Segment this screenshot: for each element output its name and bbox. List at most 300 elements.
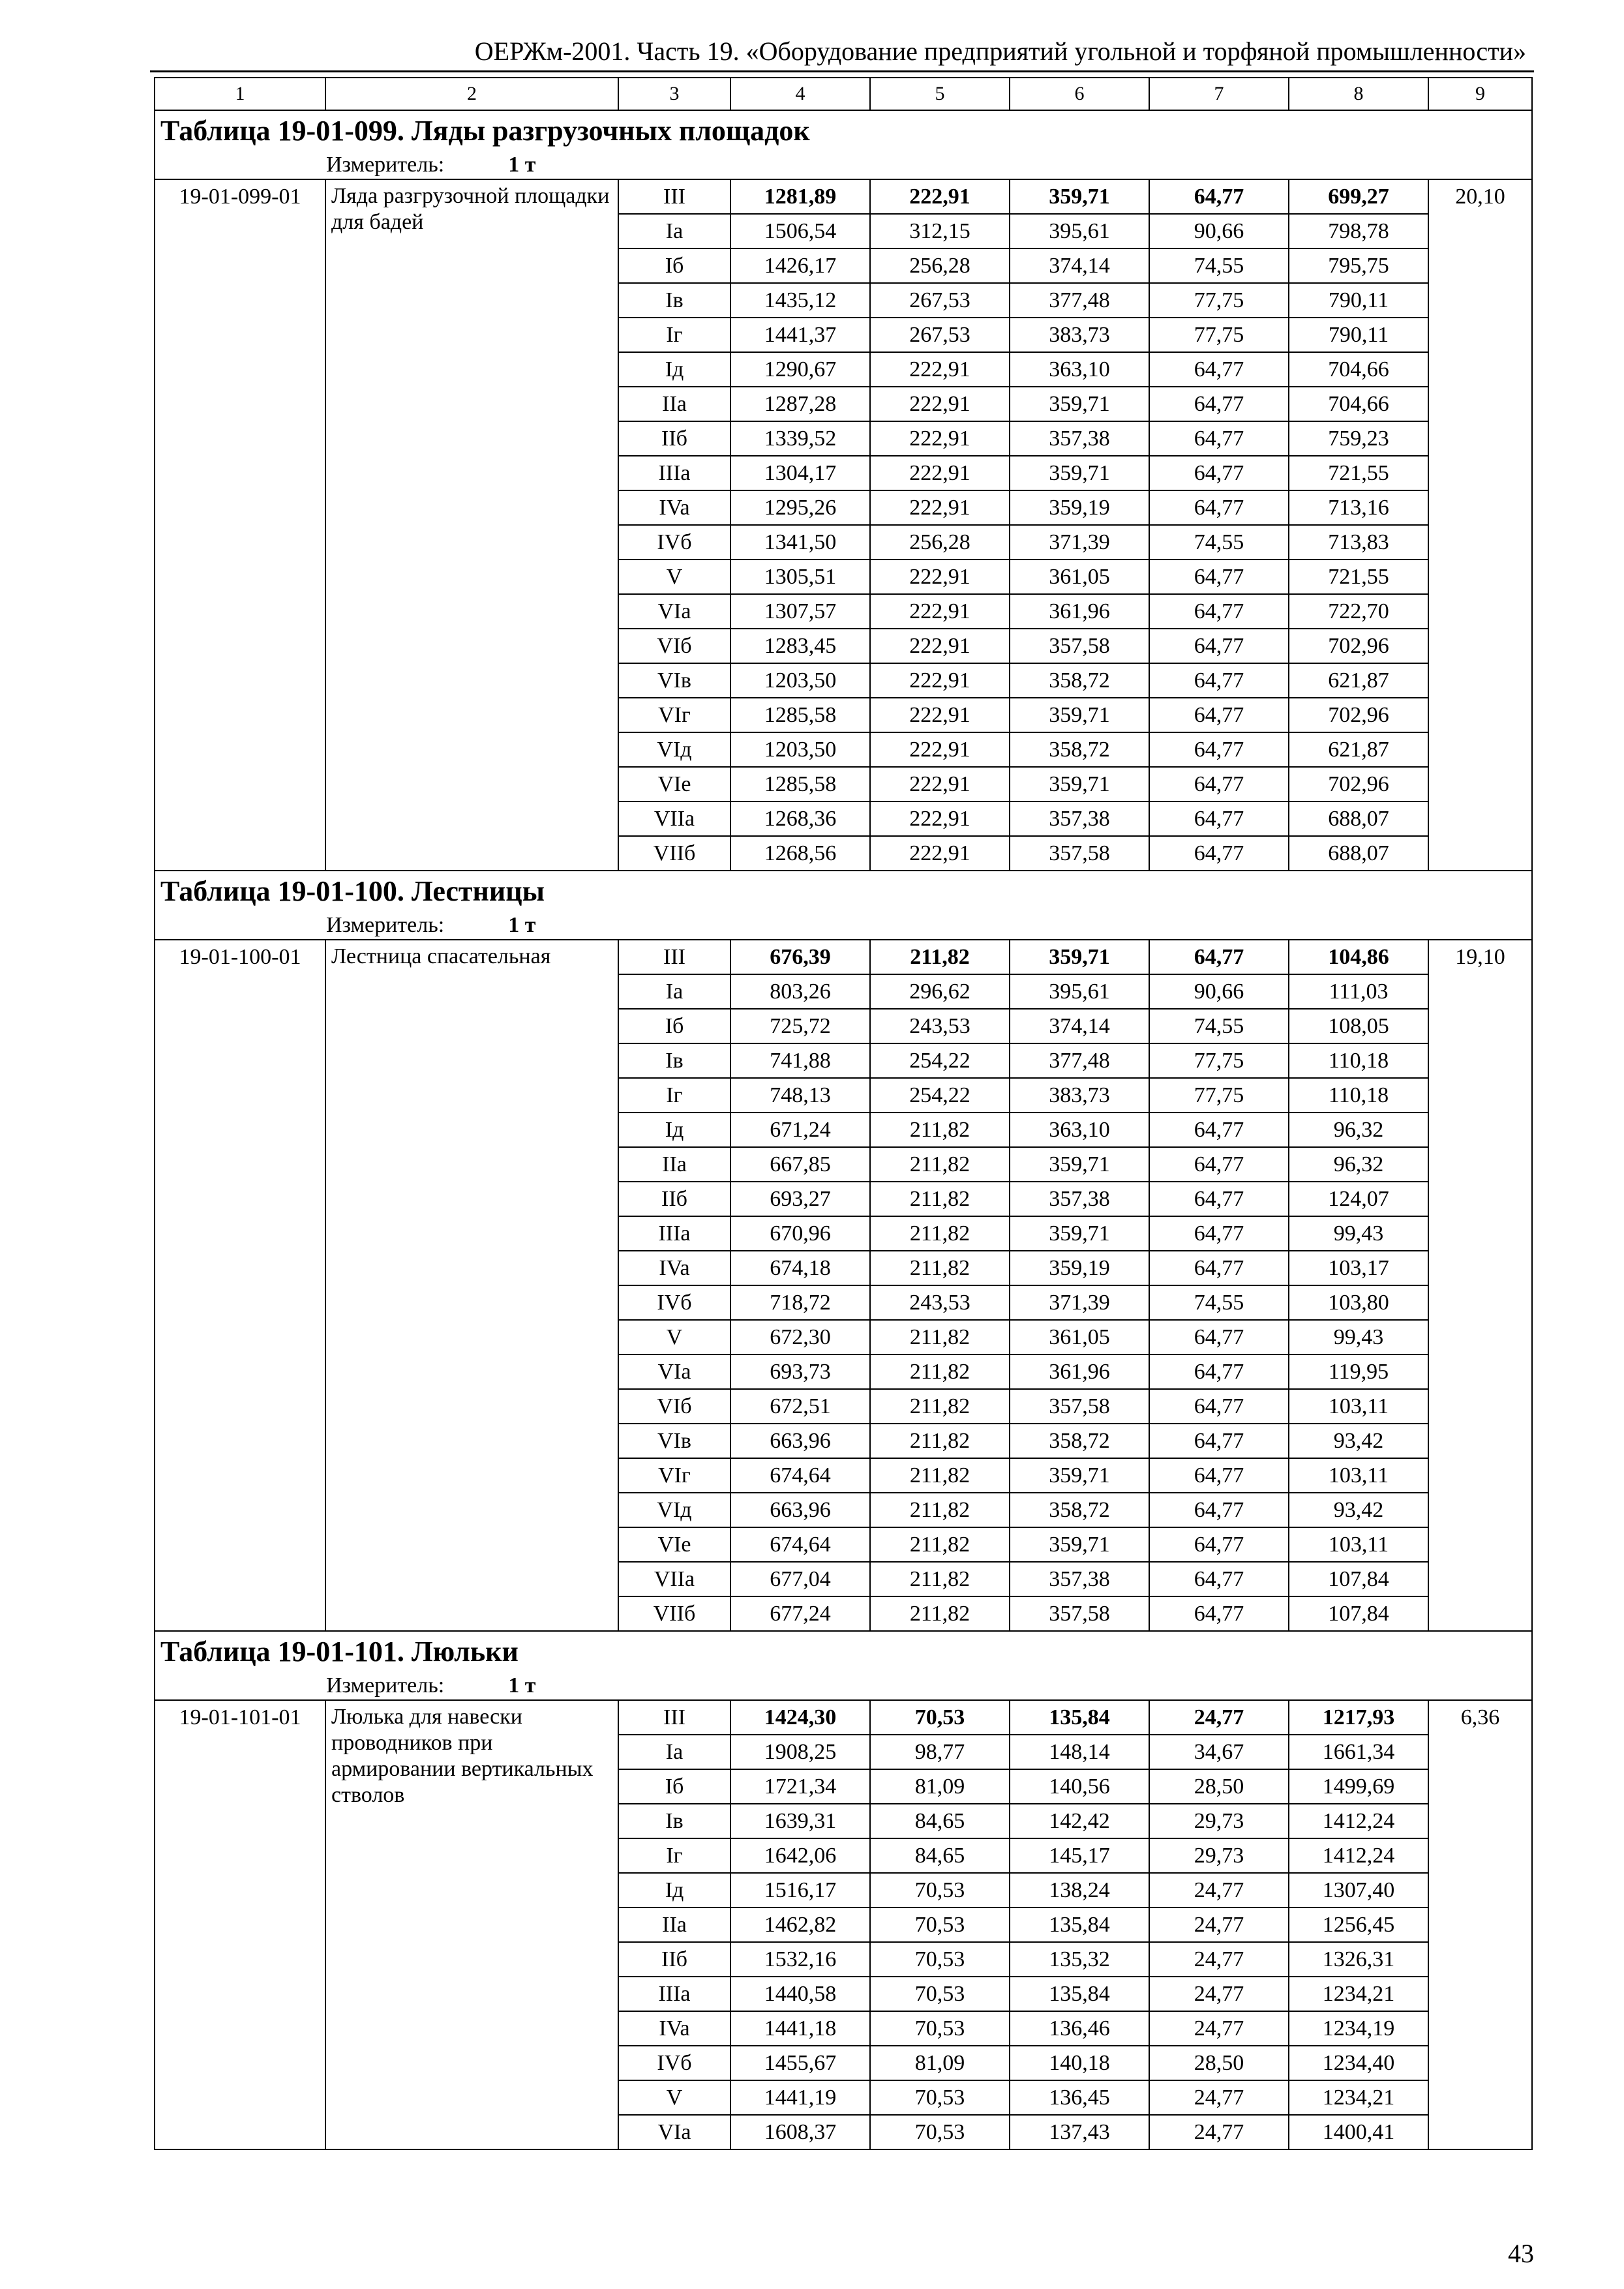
table-title-row [155, 1631, 1532, 1672]
value-cell: 621,87 [1289, 663, 1428, 698]
zone-cell: VIa [618, 2115, 730, 2149]
zone-cell: IIб [618, 1942, 730, 1977]
value-cell: 1268,56 [730, 836, 870, 871]
unit-cell [155, 912, 1532, 940]
zone-cell: Ia [618, 214, 730, 248]
value-cell: 688,07 [1289, 836, 1428, 871]
value-cell: 24,77 [1149, 2011, 1289, 2046]
value-cell: 243,53 [870, 1009, 1010, 1043]
value-cell: 1455,67 [730, 2046, 870, 2080]
value-cell: 371,39 [1010, 1285, 1149, 1320]
zone-cell: VIIa [618, 1562, 730, 1596]
value-cell: 222,91 [870, 560, 1010, 594]
value-cell: 1908,25 [730, 1735, 870, 1769]
value-cell: 1307,40 [1289, 1873, 1428, 1908]
table-row [155, 940, 1532, 974]
value-cell: 798,78 [1289, 214, 1428, 248]
value-cell: 363,10 [1010, 352, 1149, 387]
zone-cell: Iг [618, 318, 730, 352]
value-cell: 672,30 [730, 1320, 870, 1354]
value-cell: 222,91 [870, 594, 1010, 629]
value-cell: 222,91 [870, 179, 1010, 214]
value-cell: 1307,57 [730, 594, 870, 629]
value-cell: 663,96 [730, 1424, 870, 1458]
value-cell: 1412,24 [1289, 1838, 1428, 1873]
value-cell: 70,53 [870, 2011, 1010, 2046]
rates-table [154, 77, 1533, 2150]
value-cell: 211,82 [870, 1527, 1010, 1562]
rate-code: 19-01-099-01 [155, 179, 325, 871]
value-cell: 77,75 [1149, 1078, 1289, 1113]
value-cell: 140,56 [1010, 1769, 1149, 1804]
value-cell: 211,82 [870, 1562, 1010, 1596]
value-cell: 243,53 [870, 1285, 1010, 1320]
value-cell: 64,77 [1149, 560, 1289, 594]
zone-cell: Iв [618, 1043, 730, 1078]
value-cell: 222,91 [870, 490, 1010, 525]
value-cell: 222,91 [870, 663, 1010, 698]
value-cell: 1339,52 [730, 421, 870, 456]
value-cell: 395,61 [1010, 214, 1149, 248]
value-cell: 222,91 [870, 767, 1010, 801]
value-cell: 674,64 [730, 1527, 870, 1562]
value-cell: 81,09 [870, 2046, 1010, 2080]
value-cell: 64,77 [1149, 836, 1289, 871]
value-cell: 104,86 [1289, 940, 1428, 974]
value-cell: 677,24 [730, 1596, 870, 1631]
column-number: 6 [1010, 78, 1149, 110]
value-cell: 1203,50 [730, 732, 870, 767]
value-cell: 211,82 [870, 1493, 1010, 1527]
value-cell: 136,46 [1010, 2011, 1149, 2046]
zone-cell: IIб [618, 1182, 730, 1216]
value-cell: 312,15 [870, 214, 1010, 248]
value-cell: 135,32 [1010, 1942, 1149, 1977]
rate-code: 19-01-100-01 [155, 940, 325, 1631]
value-cell: 361,05 [1010, 1320, 1149, 1354]
value-cell: 713,83 [1289, 525, 1428, 560]
column-number: 5 [870, 78, 1010, 110]
zone-cell: V [618, 560, 730, 594]
zone-cell: VIг [618, 698, 730, 732]
value-cell: 96,32 [1289, 1147, 1428, 1182]
value-cell: 28,50 [1149, 1769, 1289, 1804]
value-cell: 103,11 [1289, 1389, 1428, 1424]
value-cell: 1285,58 [730, 698, 870, 732]
zone-cell: VIв [618, 663, 730, 698]
rate-code: 19-01-101-01 [155, 1700, 325, 2149]
value-cell: 110,18 [1289, 1043, 1428, 1078]
value-cell: 357,58 [1010, 836, 1149, 871]
value-cell: 1426,17 [730, 248, 870, 283]
column-number: 8 [1289, 78, 1428, 110]
value-cell: 24,77 [1149, 1977, 1289, 2011]
value-cell: 74,55 [1149, 1009, 1289, 1043]
value-cell: 267,53 [870, 283, 1010, 318]
zone-cell: VIе [618, 1527, 730, 1562]
zone-cell: IIIa [618, 1977, 730, 2011]
zone-cell: IIa [618, 1147, 730, 1182]
zone-cell: VIб [618, 629, 730, 663]
unit-row [155, 1672, 1532, 1700]
value-cell: 803,26 [730, 974, 870, 1009]
zone-cell: VIIa [618, 801, 730, 836]
value-cell: 1283,45 [730, 629, 870, 663]
value-cell: 90,66 [1149, 974, 1289, 1009]
value-cell: 357,38 [1010, 1182, 1149, 1216]
value-cell: 24,77 [1149, 1942, 1289, 1977]
value-cell: 704,66 [1289, 387, 1428, 421]
value-cell: 64,77 [1149, 1320, 1289, 1354]
value-cell: 24,77 [1149, 1908, 1289, 1942]
value-cell: 140,18 [1010, 2046, 1149, 2080]
unit-value: 1 т [508, 1673, 536, 1698]
unit-label: Измеритель: [326, 1673, 445, 1698]
column-number: 9 [1428, 78, 1532, 110]
value-cell: 64,77 [1149, 698, 1289, 732]
zone-cell: IIa [618, 387, 730, 421]
zone-cell: IIa [618, 1908, 730, 1942]
value-cell: 702,96 [1289, 698, 1428, 732]
value-cell: 267,53 [870, 318, 1010, 352]
zone-cell: III [618, 1700, 730, 1735]
value-cell: 119,95 [1289, 1354, 1428, 1389]
value-cell: 77,75 [1149, 1043, 1289, 1078]
value-cell: 1412,24 [1289, 1804, 1428, 1838]
value-cell: 790,11 [1289, 318, 1428, 352]
value-cell: 621,87 [1289, 732, 1428, 767]
zone-cell: IVб [618, 525, 730, 560]
value-cell: 211,82 [870, 1113, 1010, 1147]
value-cell: 357,58 [1010, 1389, 1149, 1424]
value-cell: 103,11 [1289, 1458, 1428, 1493]
value-cell: 357,38 [1010, 421, 1149, 456]
value-cell: 702,96 [1289, 767, 1428, 801]
value-cell: 222,91 [870, 732, 1010, 767]
value-cell: 142,42 [1010, 1804, 1149, 1838]
zone-cell: Iд [618, 352, 730, 387]
value-cell: 64,77 [1149, 732, 1289, 767]
value-cell: 1516,17 [730, 1873, 870, 1908]
value-cell: 677,04 [730, 1562, 870, 1596]
value-cell: 211,82 [870, 1596, 1010, 1631]
value-cell: 359,71 [1010, 1147, 1149, 1182]
value-cell: 1462,82 [730, 1908, 870, 1942]
value-cell: 64,77 [1149, 1251, 1289, 1285]
value-cell: 211,82 [870, 1424, 1010, 1458]
value-cell: 1506,54 [730, 214, 870, 248]
value-cell: 1440,58 [730, 1977, 870, 2011]
value-cell: 359,19 [1010, 1251, 1149, 1285]
value-cell: 28,50 [1149, 2046, 1289, 2080]
value-cell: 361,96 [1010, 1354, 1149, 1389]
rate-name: Ляда разгрузочной площадки для бадей [325, 179, 618, 871]
value-cell: 1305,51 [730, 560, 870, 594]
rate-name: Люлька для навески проводников при армировании вертикальных стволов [325, 1700, 618, 2149]
value-cell: 64,77 [1149, 1216, 1289, 1251]
value-cell: 358,72 [1010, 1493, 1149, 1527]
value-cell: 64,77 [1149, 179, 1289, 214]
unit-row [155, 912, 1532, 940]
value-cell: 222,91 [870, 387, 1010, 421]
value-cell: 29,73 [1149, 1838, 1289, 1873]
value-cell: 358,72 [1010, 1424, 1149, 1458]
value-cell: 211,82 [870, 1389, 1010, 1424]
value-cell: 211,82 [870, 1458, 1010, 1493]
zone-cell: VIе [618, 767, 730, 801]
zone-cell: III [618, 179, 730, 214]
value-cell: 359,71 [1010, 1216, 1149, 1251]
value-cell: 84,65 [870, 1838, 1010, 1873]
value-cell: 64,77 [1149, 629, 1289, 663]
running-header: ОЕРЖм-2001. Часть 19. «Оборудование предприятий угольной и торфяной промышленности» [474, 37, 1526, 66]
zone-cell: Iг [618, 1078, 730, 1113]
value-cell: 107,84 [1289, 1562, 1428, 1596]
value-cell: 64,77 [1149, 1182, 1289, 1216]
zone-cell: VIIб [618, 1596, 730, 1631]
value-cell: 1341,50 [730, 525, 870, 560]
zone-cell: Iб [618, 1009, 730, 1043]
unit-value: 1 т [508, 913, 536, 937]
table-title-row [155, 110, 1532, 151]
value-cell: 359,19 [1010, 490, 1149, 525]
table-row [155, 1700, 1532, 1735]
zone-cell: IVб [618, 1285, 730, 1320]
value-cell: 1441,37 [730, 318, 870, 352]
value-cell: 103,11 [1289, 1527, 1428, 1562]
value-cell: 704,66 [1289, 352, 1428, 387]
value-cell: 1287,28 [730, 387, 870, 421]
value-cell: 670,96 [730, 1216, 870, 1251]
value-cell: 1256,45 [1289, 1908, 1428, 1942]
unit-value: 1 т [508, 153, 536, 177]
zone-cell: Ia [618, 1735, 730, 1769]
value-cell: 377,48 [1010, 283, 1149, 318]
value-cell: 256,28 [870, 525, 1010, 560]
zone-cell: IIIa [618, 456, 730, 490]
value-cell: 721,55 [1289, 560, 1428, 594]
zone-cell: VIa [618, 594, 730, 629]
value-cell: 699,27 [1289, 179, 1428, 214]
zone-cell: V [618, 2080, 730, 2115]
value-cell: 359,71 [1010, 387, 1149, 421]
value-cell: 64,77 [1149, 940, 1289, 974]
value-cell: 359,71 [1010, 1458, 1149, 1493]
value-cell: 77,75 [1149, 318, 1289, 352]
value-cell: 74,55 [1149, 525, 1289, 560]
value-cell: 1608,37 [730, 2115, 870, 2149]
value-cell: 70,53 [870, 1908, 1010, 1942]
value-cell: 222,91 [870, 421, 1010, 456]
value-cell: 64,77 [1149, 490, 1289, 525]
value-cell: 357,38 [1010, 801, 1149, 836]
value-cell: 721,55 [1289, 456, 1428, 490]
value-cell: 24,77 [1149, 1873, 1289, 1908]
column-number: 4 [730, 78, 870, 110]
value-cell: 359,71 [1010, 456, 1149, 490]
value-cell: 395,61 [1010, 974, 1149, 1009]
column-number-row [155, 78, 1532, 110]
value-cell: 1661,34 [1289, 1735, 1428, 1769]
value-cell: 93,42 [1289, 1424, 1428, 1458]
value-cell: 70,53 [870, 1700, 1010, 1735]
value-cell: 103,80 [1289, 1285, 1428, 1320]
value-cell: 64,77 [1149, 1562, 1289, 1596]
zone-cell: Iг [618, 1838, 730, 1873]
value-cell: 1268,36 [730, 801, 870, 836]
value-cell: 693,73 [730, 1354, 870, 1389]
value-cell: 672,51 [730, 1389, 870, 1424]
value-cell: 359,71 [1010, 767, 1149, 801]
value-cell: 725,72 [730, 1009, 870, 1043]
value-cell: 1234,19 [1289, 2011, 1428, 2046]
zone-cell: IIб [618, 421, 730, 456]
value-cell: 1234,40 [1289, 2046, 1428, 2080]
value-cell: 137,43 [1010, 2115, 1149, 2149]
value-cell: 1532,16 [730, 1942, 870, 1977]
value-cell: 222,91 [870, 698, 1010, 732]
column-number: 2 [325, 78, 618, 110]
value-cell: 24,77 [1149, 2115, 1289, 2149]
value-cell: 1326,31 [1289, 1942, 1428, 1977]
value-cell: 1234,21 [1289, 1977, 1428, 2011]
zone-cell: Iв [618, 1804, 730, 1838]
value-cell: 358,72 [1010, 663, 1149, 698]
value-cell: 24,77 [1149, 1700, 1289, 1735]
value-cell: 99,43 [1289, 1216, 1428, 1251]
value-cell: 374,14 [1010, 1009, 1149, 1043]
value-cell: 64,77 [1149, 1458, 1289, 1493]
value-cell: 64,77 [1149, 1424, 1289, 1458]
value-cell: 64,77 [1149, 1389, 1289, 1424]
value-cell: 674,64 [730, 1458, 870, 1493]
value-cell: 211,82 [870, 1320, 1010, 1354]
zone-cell: Iв [618, 283, 730, 318]
zone-cell: Iб [618, 248, 730, 283]
value-cell: 211,82 [870, 1354, 1010, 1389]
value-cell: 211,82 [870, 1216, 1010, 1251]
unit-label: Измеритель: [326, 153, 445, 177]
value-cell: 124,07 [1289, 1182, 1428, 1216]
zone-cell: VIд [618, 732, 730, 767]
value-cell: 254,22 [870, 1078, 1010, 1113]
table-title: Таблица 19-01-101. Люльки [155, 1631, 1532, 1672]
value-cell: 1290,67 [730, 352, 870, 387]
value-cell: 1217,93 [1289, 1700, 1428, 1735]
value-cell: 222,91 [870, 836, 1010, 871]
value-cell: 254,22 [870, 1043, 1010, 1078]
zone-cell: IVa [618, 490, 730, 525]
value-cell: 359,71 [1010, 940, 1149, 974]
index-cell: 20,10 [1428, 179, 1532, 871]
value-cell: 145,17 [1010, 1838, 1149, 1873]
value-cell: 713,16 [1289, 490, 1428, 525]
table-title-row [155, 871, 1532, 912]
table-row [155, 179, 1532, 214]
zone-cell: V [618, 1320, 730, 1354]
value-cell: 667,85 [730, 1147, 870, 1182]
value-cell: 1721,34 [730, 1769, 870, 1804]
zone-cell: Iд [618, 1873, 730, 1908]
value-cell: 81,09 [870, 1769, 1010, 1804]
value-cell: 759,23 [1289, 421, 1428, 456]
value-cell: 90,66 [1149, 214, 1289, 248]
value-cell: 790,11 [1289, 283, 1428, 318]
unit-label: Измеритель: [326, 913, 445, 937]
value-cell: 99,43 [1289, 1320, 1428, 1354]
value-cell: 70,53 [870, 2115, 1010, 2149]
column-number: 7 [1149, 78, 1289, 110]
zone-cell: Ia [618, 974, 730, 1009]
value-cell: 718,72 [730, 1285, 870, 1320]
value-cell: 70,53 [870, 1977, 1010, 2011]
value-cell: 371,39 [1010, 525, 1149, 560]
value-cell: 136,45 [1010, 2080, 1149, 2115]
table-title: Таблица 19-01-100. Лестницы [155, 871, 1532, 912]
value-cell: 1441,19 [730, 2080, 870, 2115]
zone-cell: VIa [618, 1354, 730, 1389]
value-cell: 77,75 [1149, 283, 1289, 318]
column-number: 1 [155, 78, 325, 110]
value-cell: 70,53 [870, 1942, 1010, 1977]
zone-cell: IVa [618, 2011, 730, 2046]
page-number: 43 [1508, 2239, 1534, 2268]
value-cell: 64,77 [1149, 456, 1289, 490]
value-cell: 1295,26 [730, 490, 870, 525]
value-cell: 722,70 [1289, 594, 1428, 629]
zone-cell: VIг [618, 1458, 730, 1493]
value-cell: 1285,58 [730, 767, 870, 801]
value-cell: 64,77 [1149, 1113, 1289, 1147]
value-cell: 64,77 [1149, 421, 1289, 456]
value-cell: 671,24 [730, 1113, 870, 1147]
value-cell: 29,73 [1149, 1804, 1289, 1838]
unit-row [155, 151, 1532, 179]
value-cell: 148,14 [1010, 1735, 1149, 1769]
value-cell: 359,71 [1010, 698, 1149, 732]
value-cell: 24,77 [1149, 2080, 1289, 2115]
value-cell: 138,24 [1010, 1873, 1149, 1908]
value-cell: 222,91 [870, 801, 1010, 836]
value-cell: 222,91 [870, 352, 1010, 387]
zone-cell: IVa [618, 1251, 730, 1285]
value-cell: 1304,17 [730, 456, 870, 490]
value-cell: 70,53 [870, 2080, 1010, 2115]
value-cell: 108,05 [1289, 1009, 1428, 1043]
zone-cell: VIIб [618, 836, 730, 871]
value-cell: 64,77 [1149, 1354, 1289, 1389]
value-cell: 70,53 [870, 1873, 1010, 1908]
value-cell: 1435,12 [730, 283, 870, 318]
value-cell: 211,82 [870, 1251, 1010, 1285]
value-cell: 107,84 [1289, 1596, 1428, 1631]
value-cell: 110,18 [1289, 1078, 1428, 1113]
value-cell: 222,91 [870, 456, 1010, 490]
value-cell: 377,48 [1010, 1043, 1149, 1078]
value-cell: 359,71 [1010, 179, 1149, 214]
value-cell: 663,96 [730, 1493, 870, 1527]
value-cell: 211,82 [870, 940, 1010, 974]
value-cell: 357,38 [1010, 1562, 1149, 1596]
value-cell: 64,77 [1149, 663, 1289, 698]
value-cell: 64,77 [1149, 1596, 1289, 1631]
value-cell: 64,77 [1149, 801, 1289, 836]
value-cell: 358,72 [1010, 732, 1149, 767]
value-cell: 64,77 [1149, 594, 1289, 629]
unit-cell [155, 151, 1532, 179]
zone-cell: Iб [618, 1769, 730, 1804]
value-cell: 1203,50 [730, 663, 870, 698]
